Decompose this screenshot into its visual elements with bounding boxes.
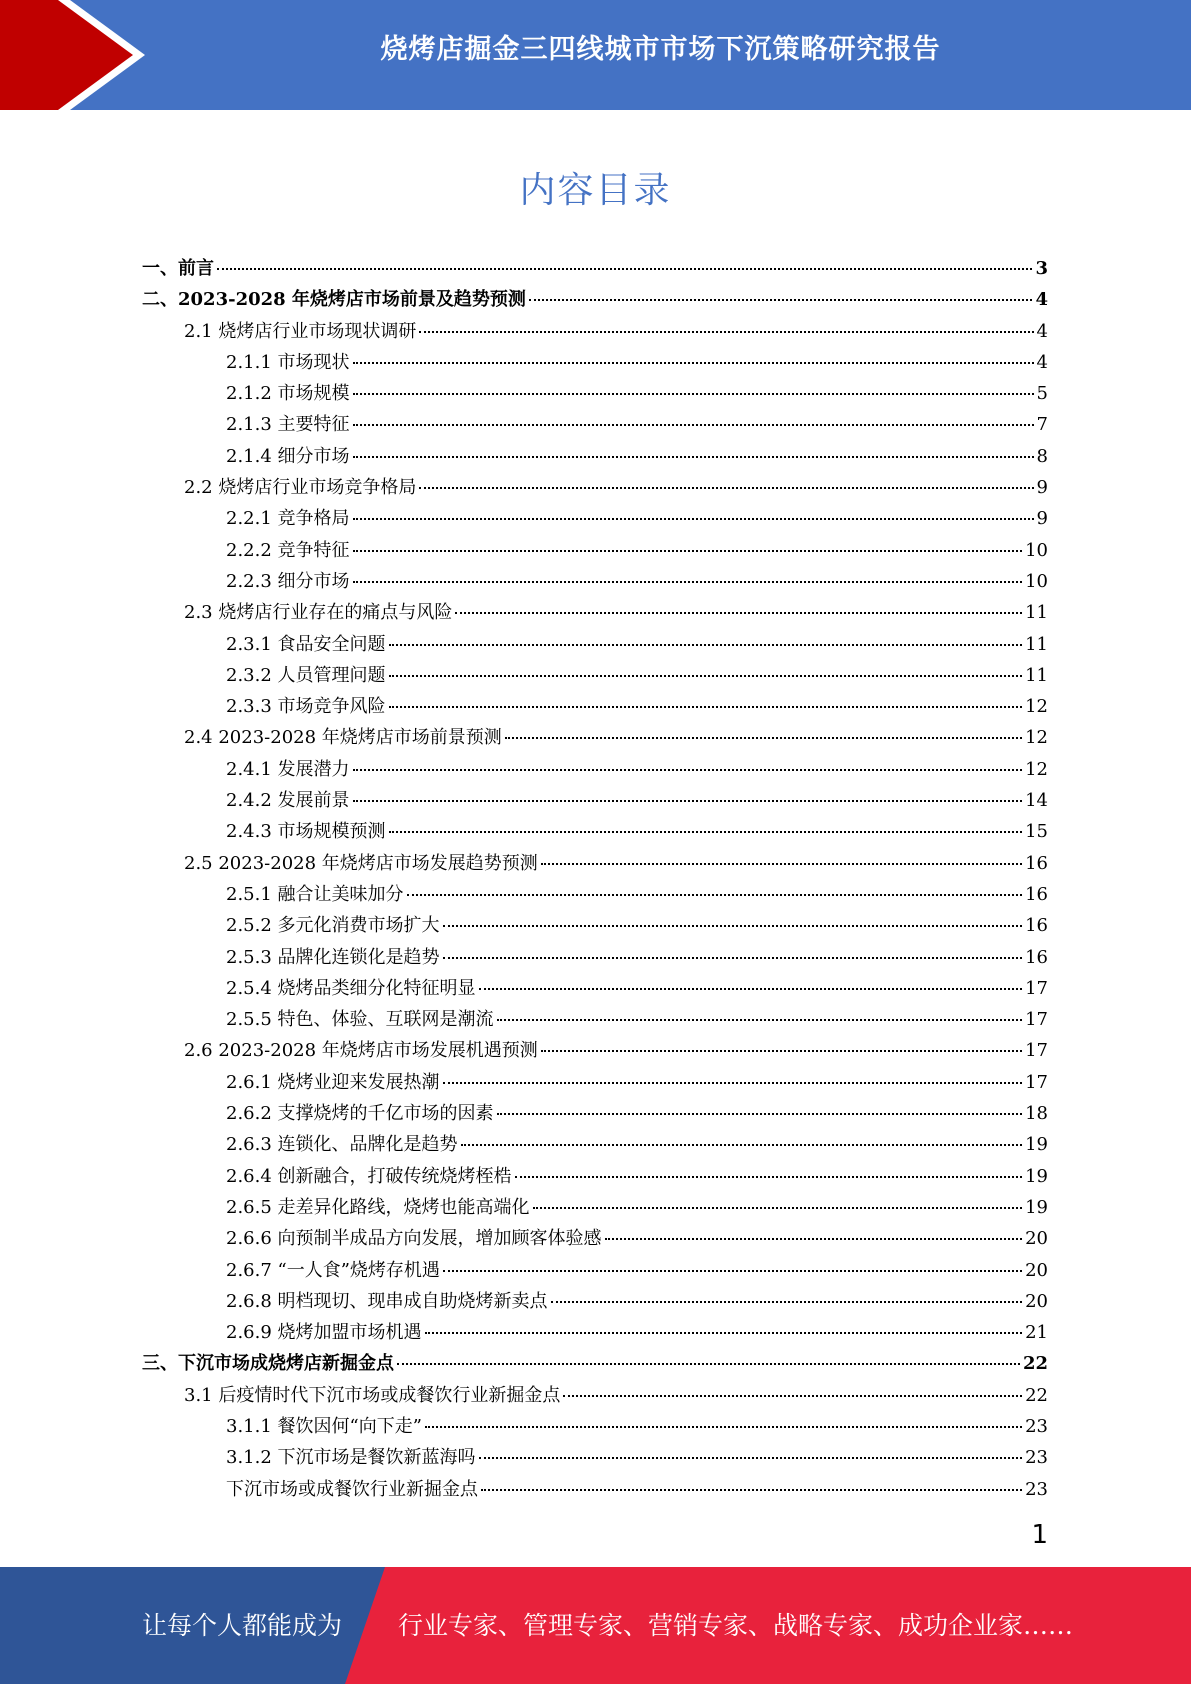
toc-dot-leader	[419, 331, 1033, 333]
page-header	[0, 0, 1191, 110]
toc-entry[interactable]	[142, 849, 1048, 880]
toc-entry[interactable]	[142, 1130, 1048, 1161]
toc-entry[interactable]	[142, 943, 1048, 974]
toc-entry-label: 2.2 烧烤店行业市场竞争格局	[184, 477, 417, 499]
toc-entry-label: 2.3.1 食品安全问题	[226, 633, 386, 655]
toc-dot-leader	[389, 706, 1023, 708]
toc-entry-label: 2.3 烧烤店行业存在的痛点与风险	[184, 602, 453, 624]
toc-dot-leader	[397, 1363, 1020, 1365]
toc-entry-page: 19	[1025, 1165, 1048, 1187]
toc-entry[interactable]	[142, 285, 1048, 316]
toc-entry-page: 20	[1025, 1228, 1048, 1250]
toc-entry-label: 2.4.3 市场规模预测	[226, 821, 386, 843]
footer-slogan-left: 让每个人都能成为	[142, 1611, 343, 1640]
toc-entry-page: 23	[1025, 1447, 1048, 1469]
toc-entry[interactable]	[142, 442, 1048, 473]
footer-slogan-right: 行业专家、管理专家、营销专家、战略专家、成功企业家……	[398, 1611, 1074, 1640]
toc-dot-leader	[541, 863, 1022, 865]
toc-entry-page: 4	[1035, 289, 1048, 311]
toc-entry[interactable]	[142, 974, 1048, 1005]
toc-dot-leader	[443, 925, 1023, 927]
toc-entry-label: 3.1.2 下沉市场是餐饮新蓝海吗	[226, 1447, 476, 1469]
toc-entry-label: 2.6.6 向预制半成品方向发展，增加顾客体验感	[226, 1228, 602, 1250]
toc-entry-label: 2.1.4 细分市场	[226, 445, 350, 467]
toc-entry[interactable]	[142, 817, 1048, 848]
toc-entry-label: 2.5.4 烧烤品类细分化特征明显	[226, 977, 476, 999]
toc-entry[interactable]	[142, 598, 1048, 629]
toc-entry[interactable]	[142, 1287, 1048, 1318]
toc-entry-label: 2.5.1 融合让美味加分	[226, 883, 404, 905]
toc-entry-page: 16	[1025, 915, 1048, 937]
toc-entry-page: 3	[1035, 258, 1048, 279]
toc-entry-label: 2.3.3 市场竞争风险	[226, 696, 386, 718]
toc-entry-page: 20	[1025, 1259, 1048, 1281]
toc-entry-page: 12	[1025, 696, 1048, 718]
toc-dot-leader	[419, 487, 1033, 489]
toc-entry-page: 9	[1036, 477, 1048, 499]
toc-entry[interactable]	[142, 630, 1048, 661]
toc-dot-leader	[217, 268, 1032, 270]
toc-entry[interactable]	[142, 1349, 1048, 1380]
toc-entry-page: 14	[1025, 790, 1048, 812]
toc-entry-page: 7	[1036, 414, 1048, 436]
toc-entry[interactable]	[142, 1036, 1048, 1067]
toc-entry-page: 12	[1025, 727, 1048, 749]
toc-dot-leader	[497, 1113, 1023, 1115]
toc-entry-page: 16	[1025, 883, 1048, 905]
toc-dot-leader	[353, 581, 1023, 583]
toc-entry-page: 4	[1036, 320, 1048, 342]
toc-entry[interactable]	[142, 504, 1048, 535]
toc-entry-page: 12	[1025, 758, 1048, 780]
toc-dot-leader	[461, 1144, 1023, 1146]
toc-entry[interactable]	[142, 661, 1048, 692]
toc-dot-leader	[481, 1489, 1022, 1491]
toc-entry-page: 9	[1036, 508, 1048, 530]
toc-dot-leader	[353, 362, 1034, 364]
toc-entry-label: 2.6.4 创新融合，打破传统烧烤桎梏	[226, 1165, 512, 1187]
toc-entry[interactable]	[142, 786, 1048, 817]
toc-entry-page: 17	[1025, 977, 1048, 999]
toc-entry[interactable]	[142, 410, 1048, 441]
toc-entry[interactable]	[142, 880, 1048, 911]
toc-dot-leader	[515, 1176, 1023, 1178]
toc-entry[interactable]	[142, 1193, 1048, 1224]
toc-entry-page: 10	[1025, 570, 1048, 592]
toc-entry[interactable]	[142, 1162, 1048, 1193]
toc-entry-label: 二、2023-2028 年烧烤店市场前景及趋势预测	[142, 289, 526, 311]
toc-dot-leader	[389, 644, 1023, 646]
page-footer	[0, 1567, 1191, 1684]
toc-entry-label: 2.5.2 多元化消费市场扩大	[226, 915, 440, 937]
toc-entry[interactable]	[142, 1099, 1048, 1130]
toc-entry[interactable]	[142, 1443, 1048, 1474]
toc-dot-leader	[353, 393, 1034, 395]
toc-entry-label: 2.6.2 支撑烧烤的千亿市场的因素	[226, 1103, 494, 1125]
toc-entry-page: 20	[1025, 1290, 1048, 1312]
toc-entry-label: 2.5.3 品牌化连锁化是趋势	[226, 946, 440, 968]
toc-entry-label: 下沉市场或成餐饮行业新掘金点	[226, 1478, 478, 1500]
toc-entry-label: 2.4 2023-2028 年烧烤店市场前景预测	[184, 727, 502, 749]
toc-entry-page: 23	[1025, 1478, 1048, 1500]
toc-entry-label: 2.3.2 人员管理问题	[226, 664, 386, 686]
toc-entry[interactable]	[142, 1412, 1048, 1443]
toc-entry-page: 11	[1025, 602, 1048, 624]
toc-entry-page: 16	[1025, 946, 1048, 968]
toc-dot-leader	[353, 769, 1023, 771]
toc-entry-page: 23	[1025, 1415, 1048, 1437]
toc-dot-leader	[443, 1270, 1022, 1272]
toc-entry-label: 2.6.7 “一人食”烧烤存机遇	[226, 1259, 440, 1281]
toc-entry-label: 2.1.2 市场规模	[226, 383, 350, 405]
toc-entry-page: 18	[1025, 1103, 1048, 1125]
toc-entry-label: 2.5.5 特色、体验、互联网是潮流	[226, 1009, 494, 1031]
toc-entry[interactable]	[142, 911, 1048, 942]
page-number: 1	[1031, 1520, 1048, 1550]
toc-entry-page: 16	[1025, 852, 1048, 874]
toc-dot-leader	[353, 424, 1034, 426]
toc-entry[interactable]	[142, 379, 1048, 410]
toc-entry[interactable]	[142, 1475, 1048, 1506]
toc-dot-leader	[479, 1457, 1023, 1459]
toc-entry-page: 8	[1036, 445, 1048, 467]
toc-entry[interactable]	[142, 1068, 1048, 1099]
toc-entry[interactable]	[142, 473, 1048, 504]
toc-entry-label: 2.4.2 发展前景	[226, 790, 350, 812]
toc-entry-label: 2.6.5 走差异化路线，烧烤也能高端化	[226, 1196, 530, 1218]
toc-dot-leader	[407, 894, 1023, 896]
toc-entry-label: 2.6 2023-2028 年烧烤店市场发展机遇预测	[184, 1040, 538, 1062]
toc-entry[interactable]	[142, 692, 1048, 723]
table-of-contents	[142, 254, 1048, 1506]
toc-dot-leader	[389, 675, 1023, 677]
toc-entry[interactable]	[142, 723, 1048, 754]
toc-entry-label: 2.1.1 市场现状	[226, 351, 350, 373]
toc-dot-leader	[505, 737, 1022, 739]
toc-entry[interactable]	[142, 317, 1048, 348]
toc-dot-leader	[551, 1301, 1023, 1303]
toc-entry-label: 2.4.1 发展潜力	[226, 758, 350, 780]
toc-entry[interactable]	[142, 1256, 1048, 1287]
toc-entry-page: 22	[1022, 1353, 1048, 1375]
toc-entry-page: 4	[1036, 351, 1048, 373]
toc-entry[interactable]	[142, 567, 1048, 598]
toc-dot-leader	[533, 1207, 1023, 1209]
toc-entry-label: 2.1.3 主要特征	[226, 414, 350, 436]
toc-entry-label: 2.1 烧烤店行业市场现状调研	[184, 320, 417, 342]
toc-dot-leader	[455, 612, 1022, 614]
toc-entry-page: 11	[1025, 664, 1048, 686]
toc-entry-page: 22	[1025, 1384, 1048, 1406]
toc-dot-leader	[353, 518, 1034, 520]
toc-dot-leader	[605, 1238, 1023, 1240]
toc-dot-leader	[529, 299, 1033, 301]
toc-entry[interactable]	[142, 1005, 1048, 1036]
toc-dot-leader	[353, 550, 1023, 552]
toc-entry-label: 三、下沉市场成烧烤店新掘金点	[142, 1353, 394, 1375]
document-title: 烧烤店掘金三四线城市市场下沉策略研究报告	[380, 34, 941, 65]
toc-entry-label: 2.5 2023-2028 年烧烤店市场发展趋势预测	[184, 852, 538, 874]
toc-entry-page: 17	[1025, 1040, 1048, 1062]
toc-entry-page: 17	[1025, 1009, 1048, 1031]
toc-dot-leader	[479, 988, 1023, 990]
toc-entry[interactable]	[142, 1224, 1048, 1255]
toc-dot-leader	[389, 831, 1023, 833]
toc-entry-label: 2.2.2 竞争特征	[226, 539, 350, 561]
toc-entry-page: 17	[1025, 1071, 1048, 1093]
toc-entry-label: 2.6.3 连锁化、品牌化是趋势	[226, 1134, 458, 1156]
toc-entry-label: 2.6.8 明档现切、现串成自助烧烤新卖点	[226, 1290, 548, 1312]
toc-entry-page: 21	[1025, 1322, 1048, 1344]
toc-entry-page: 5	[1036, 383, 1048, 405]
toc-dot-leader	[497, 1019, 1023, 1021]
toc-entry-label: 2.2.1 竞争格局	[226, 508, 350, 530]
toc-entry[interactable]	[142, 1381, 1048, 1412]
toc-heading: 内容目录	[519, 170, 672, 211]
toc-dot-leader	[443, 1082, 1023, 1084]
toc-entry-page: 11	[1025, 633, 1048, 655]
toc-entry-label: 3.1.1 餐饮因何“向下走”	[226, 1415, 422, 1437]
toc-entry[interactable]	[142, 254, 1048, 285]
toc-dot-leader	[541, 1050, 1022, 1052]
toc-dot-leader	[443, 957, 1023, 959]
toc-entry-label: 2.6.9 烧烤加盟市场机遇	[226, 1322, 422, 1344]
toc-entry-label: 一、前言	[142, 258, 214, 279]
toc-entry[interactable]	[142, 536, 1048, 567]
toc-entry-label: 2.6.1 烧烤业迎来发展热潮	[226, 1071, 440, 1093]
toc-dot-leader	[353, 800, 1023, 802]
toc-entry-label: 2.2.3 细分市场	[226, 570, 350, 592]
toc-dot-leader	[353, 456, 1034, 458]
toc-entry-label: 3.1 后疫情时代下沉市场或成餐饮行业新掘金点	[184, 1384, 561, 1406]
toc-dot-leader	[425, 1332, 1023, 1334]
toc-entry-page: 10	[1025, 539, 1048, 561]
toc-entry[interactable]	[142, 755, 1048, 786]
toc-entry-page: 19	[1025, 1196, 1048, 1218]
toc-dot-leader	[563, 1395, 1022, 1397]
toc-entry-page: 15	[1025, 821, 1048, 843]
toc-entry-page: 19	[1025, 1134, 1048, 1156]
toc-entry[interactable]	[142, 1318, 1048, 1349]
toc-dot-leader	[425, 1426, 1022, 1428]
toc-entry[interactable]	[142, 348, 1048, 379]
